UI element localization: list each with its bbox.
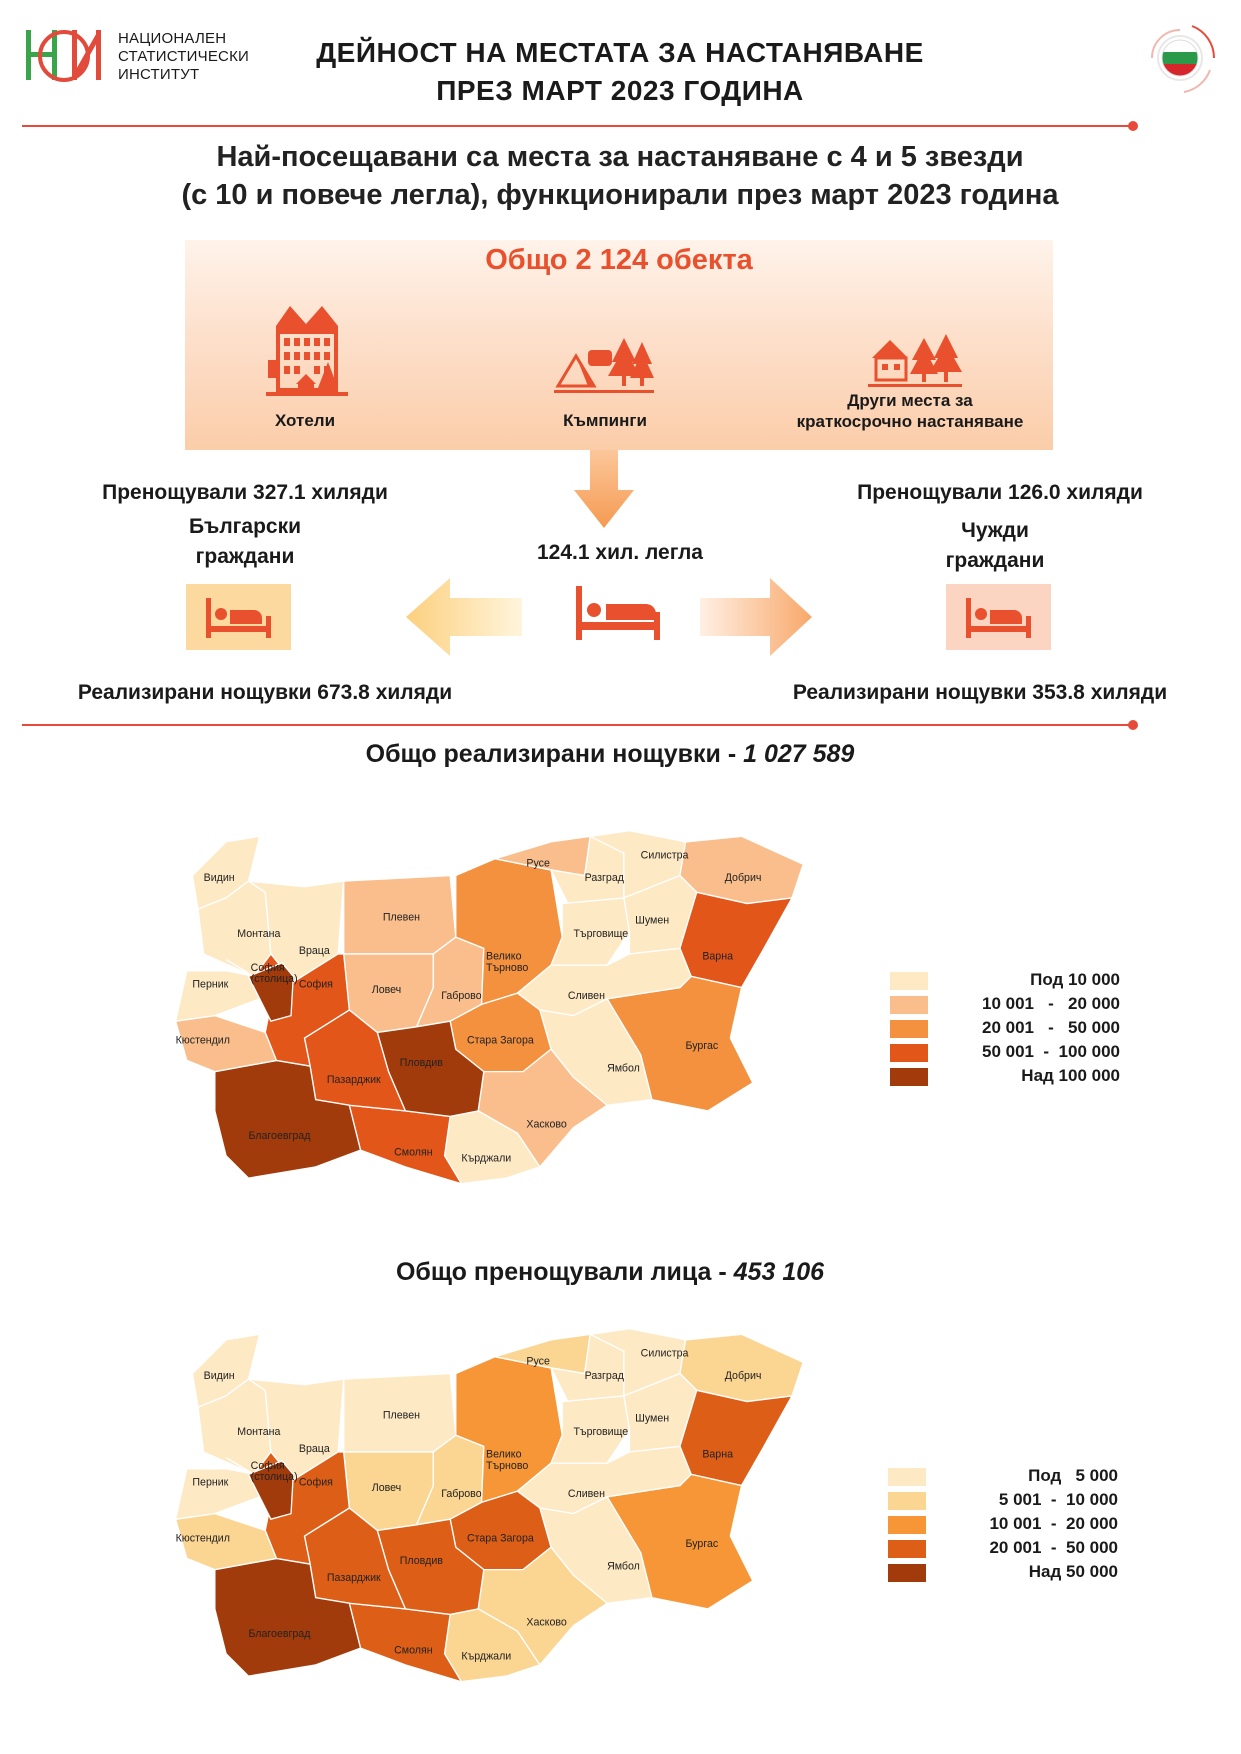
org-name: [118, 30, 249, 84]
region-label-sofia-capital: (столица): [250, 1470, 298, 1483]
region-label-sliven: Сливен: [567, 989, 605, 1002]
region-label-razgrad: Разград: [584, 1370, 624, 1383]
foreigners-nights: Реализирани нощувки 353.8 хиляди: [792, 681, 1168, 704]
region-varna: [680, 892, 792, 987]
region-label-veliko-tarnovo: Търново: [486, 1459, 529, 1472]
down-arrow-icon: [574, 450, 634, 528]
map1-title: [230, 740, 990, 769]
region-label-pazardzhik: Пазарджик: [326, 1073, 381, 1086]
hotels-label: Хотели: [274, 411, 336, 430]
map1-title-text: Общо реализирани нощувки -: [365, 740, 744, 768]
region-label-lovech: Ловеч: [371, 984, 402, 997]
region-label-stara-zagora: Стара Загора: [466, 1034, 534, 1047]
header-divider-dot: [1128, 121, 1138, 131]
bulgarians-nights: Реализирани нощувки 673.8 хиляди: [77, 681, 453, 704]
beds-total: 124.1 хил. легла: [537, 541, 703, 564]
bulgarians-group: [140, 512, 350, 572]
region-smolyan: [349, 1105, 461, 1183]
region-label-plovdiv: Пловдив: [399, 1555, 443, 1568]
legend-label: 50 001 - 100 000: [981, 1042, 1120, 1061]
nsi-logo-icon: [24, 26, 104, 88]
legend-label: Под 5 000: [1028, 1466, 1118, 1485]
map2-title: [230, 1258, 990, 1287]
legend-swatch: [890, 1044, 928, 1062]
region-label-kardzhali: Кърджали: [461, 1152, 512, 1165]
page-title-line1: ДЕЙНОСТ НА МЕСТАТА ЗА НАСТАНЯВАНЕ: [316, 37, 924, 68]
bulgarians-group-line2: граждани: [195, 545, 295, 568]
page-title: [250, 34, 990, 110]
bulgarians-bed-box: [186, 584, 291, 650]
foreigners-group-line2: граждани: [945, 549, 1045, 572]
region-label-sliven: Сливен: [567, 1487, 605, 1500]
region-label-pazardzhik: Пазарджик: [326, 1571, 381, 1584]
legend-label: Под 10 000: [1030, 970, 1120, 989]
region-label-varna: Варна: [702, 950, 734, 963]
region-label-sofia: София: [298, 978, 333, 991]
camping-icon: [554, 336, 654, 398]
other-accommodation-label-line2: краткосрочно настаняване: [796, 412, 1024, 431]
region-label-sofia-capital: (столица): [250, 972, 298, 985]
region-label-targovishte: Търговище: [573, 1426, 629, 1439]
legend-item: [890, 1018, 1120, 1041]
region-label-pleven: Плевен: [382, 911, 420, 924]
region-label-kyustendil: Кюстендил: [175, 1532, 230, 1545]
region-label-kardzhali: Кърджали: [461, 1650, 512, 1663]
bulgaria-map-svg: [170, 790, 820, 1230]
foreigners-bed-box: [946, 584, 1051, 650]
region-label-silistra: Силистра: [640, 1347, 689, 1360]
region-label-dobrich: Добрич: [724, 1370, 762, 1383]
region-smolyan: [349, 1603, 461, 1681]
legend-swatch: [890, 972, 928, 990]
legend-label: 5 001 - 10 000: [998, 1490, 1118, 1509]
legend-item: [890, 994, 1120, 1017]
bulgarians-group-line1: Български: [188, 515, 302, 538]
region-label-lovech: Ловеч: [371, 1482, 402, 1495]
region-label-plovdiv: Пловдив: [399, 1057, 443, 1070]
legend-swatch: [890, 996, 928, 1014]
region-label-ruse: Русе: [526, 857, 550, 870]
foreigners-stayed: Пренощували 126.0 хиляди: [857, 481, 1143, 504]
legend-swatch: [888, 1492, 926, 1510]
legend-label: Над 50 000: [1028, 1562, 1118, 1581]
left-arrow-icon: [406, 578, 522, 656]
region-label-vidin: Видин: [203, 1370, 235, 1383]
subtitle-line2: (с 10 и повече легла), функционирали през март 2023 година: [181, 179, 1059, 211]
region-label-silistra: Силистра: [640, 849, 689, 862]
region-label-yambol: Ямбол: [607, 1560, 640, 1573]
legend-item: [888, 1514, 1118, 1537]
region-label-sofia: София: [298, 1476, 333, 1489]
region-label-vratsa: Враца: [298, 944, 330, 957]
region-label-stara-zagora: Стара Загора: [466, 1532, 534, 1545]
region-label-burgas: Бургас: [685, 1538, 719, 1551]
org-name-line2: СТАТИСТИЧЕСКИ: [118, 48, 250, 65]
legend-item: [890, 1066, 1120, 1089]
legend-label: 20 001 - 50 000: [982, 1018, 1120, 1037]
region-label-pernik: Перник: [192, 978, 229, 991]
legend-item: [888, 1490, 1118, 1513]
region-label-vidin: Видин: [203, 872, 235, 885]
region-label-veliko-tarnovo: Търново: [486, 961, 529, 974]
region-label-sofia-capital: София: [250, 1459, 285, 1472]
legend-item: [888, 1562, 1118, 1585]
legend-swatch: [888, 1468, 926, 1486]
legend-swatch: [890, 1068, 928, 1086]
region-label-shumen: Шумен: [635, 1412, 670, 1425]
region-label-blagoevgrad: Благоевград: [248, 1129, 311, 1142]
region-label-varna: Варна: [702, 1448, 734, 1461]
region-label-ruse: Русе: [526, 1355, 550, 1368]
org-name-line1: НАЦИОНАЛЕН: [118, 30, 227, 47]
total-objects: Общо 2 124 обекта: [485, 244, 753, 276]
bulgaria-flag-icon: [1140, 18, 1220, 98]
cabin-icon: [868, 334, 962, 390]
region-label-haskovo: Хасково: [526, 1616, 567, 1629]
region-label-vratsa: Враца: [298, 1442, 330, 1455]
bed-icon: [946, 584, 1051, 650]
bulgaria-map-svg: [170, 1288, 820, 1728]
region-label-gabrovo: Габрово: [441, 989, 482, 1002]
map2-bulgaria: [170, 1288, 820, 1728]
bed-icon: [186, 584, 291, 650]
region-label-pernik: Перник: [192, 1476, 229, 1489]
legend-swatch: [888, 1564, 926, 1582]
region-label-blagoevgrad: Благоевград: [248, 1627, 311, 1640]
region-label-veliko-tarnovo: Велико: [486, 1448, 522, 1461]
beds-icon: [572, 582, 664, 644]
mid-divider: [22, 724, 1132, 726]
region-label-smolyan: Смолян: [394, 1644, 433, 1657]
region-label-dobrich: Добрич: [724, 872, 762, 885]
legend-label: Над 100 000: [1021, 1066, 1120, 1085]
region-label-yambol: Ямбол: [607, 1062, 640, 1075]
legend-label: 20 001 - 50 000: [989, 1538, 1118, 1557]
region-label-kyustendil: Кюстендил: [175, 1034, 230, 1047]
legend-item: [890, 1042, 1120, 1065]
legend-label: 10 001 - 20 000: [982, 994, 1120, 1013]
region-varna: [680, 1390, 792, 1485]
region-label-sofia-capital: София: [250, 961, 285, 974]
legend-swatch: [888, 1540, 926, 1558]
legend-item: [888, 1538, 1118, 1561]
region-label-montana: Монтана: [237, 928, 281, 941]
region-label-montana: Монтана: [237, 1426, 281, 1439]
right-arrow-icon: [700, 578, 812, 656]
legend-item: [888, 1466, 1118, 1489]
other-accommodation-label: [780, 390, 1040, 432]
region-label-gabrovo: Габрово: [441, 1487, 482, 1500]
map2-total: 453 106: [733, 1258, 825, 1286]
map1-legend: [890, 970, 1120, 1095]
subtitle-line1: Най-посещавани са места за настаняване с 4 и 5 звезди: [216, 141, 1024, 173]
legend-label: 10 001 - 20 000: [989, 1514, 1118, 1533]
page-title-line2: ПРЕЗ МАРТ 2023 ГОДИНА: [436, 75, 804, 106]
foreigners-group-line1: Чужди: [961, 519, 1029, 542]
map1-bulgaria: [170, 790, 820, 1230]
bulgarians-stayed: Пренощували 327.1 хиляди: [102, 481, 388, 504]
other-accommodation-label-line1: Други места за: [847, 391, 973, 410]
header-divider: [22, 125, 1132, 127]
region-label-targovishte: Търговище: [573, 928, 629, 941]
region-label-shumen: Шумен: [635, 914, 670, 927]
nsi-logo: [24, 26, 104, 88]
hotel-icon: [266, 302, 348, 398]
region-label-razgrad: Разград: [584, 872, 624, 885]
map2-title-text: Общо пренощували лица -: [395, 1258, 734, 1286]
legend-item: [890, 970, 1120, 993]
map2-legend: [888, 1466, 1118, 1591]
region-label-burgas: Бургас: [685, 1040, 719, 1053]
mid-divider-dot: [1128, 720, 1138, 730]
map1-total: 1 027 589: [743, 740, 855, 768]
region-label-veliko-tarnovo: Велико: [486, 950, 522, 963]
foreigners-group: [890, 516, 1100, 576]
legend-swatch: [890, 1020, 928, 1038]
org-name-line3: ИНСТИТУТ: [118, 66, 200, 83]
region-label-haskovo: Хасково: [526, 1118, 567, 1131]
region-label-smolyan: Смолян: [394, 1146, 433, 1159]
camping-label: Къмпинги: [563, 411, 647, 430]
subtitle: [100, 138, 1140, 214]
legend-swatch: [888, 1516, 926, 1534]
region-label-pleven: Плевен: [382, 1409, 420, 1422]
